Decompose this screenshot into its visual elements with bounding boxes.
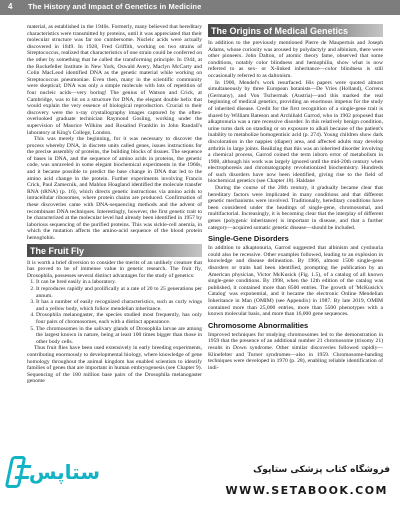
paragraph: It is worth a brief diversion to consider the merits of an unlikely creature that has proved to be of immense value in genetic research. The fruit fly, Drosophila, possesses several distinct advantages for the study of genetics: (27, 259, 202, 279)
list-item: 3. It has a number of easily recognized characteristics, such as curly wings and a yellow body, which follow mendelian inheritance. (36, 299, 202, 312)
paragraph: In addition to the previously mentioned Pierre de Maupertuis and Joseph Adams, whose curiosity was aroused by polydactyly and albinism, there were other pioneers. John Dalton, of atomic theory fame, observed that some conditions, notably color blindness and hemophilia, show what is now referred to as sex- or X-linked inheritance—color blindness is still occasionally referred to as daltonism. (208, 40, 383, 79)
subheading-chromosome: Chromosome Abnormalities (208, 320, 309, 330)
watermark-logo (8, 452, 100, 492)
paragraph: This was merely the beginning, for it was necessary to discover the process whereby DNA, in discrete units called genes, issues instructions for the precise assembly of proteins, the building blocks of tissues. The sequence of bases in DNA, and the sequence of amino acids in proteins, the genetic code, was unraveled in some elegant biochemical experiments in the 1960s, and it became possible to predict the base change in DNA that led to the amino acid change in the protein. Further experiments involving Francis Crick, Paul Zamecnik, and Mahlon Hoagland identified the molecule transfer RNA (tRNA) (p. 16), which directs genetic instructions via amino acids to intracellular ribosomes, where protein chains are produced. Confirmation of these discoveries came with DNA-sequencing methods and the advent of recombinant DNA techniques. Interestingly, however, the first genetic trait to be characterized at the molecular level had already been identified in 1957 by laborious sequencing of the purified proteins. This was sickle-cell anemia, in which the mutation affects the amino-acid sequence of the blood protein hemoglobin. (27, 136, 202, 241)
paragraph: Thus fruit flies have been used extensively in early breeding experiments, contributing enormously to developmental biology, where knowledge of gene homology throughout the animal kingdom has enabled scientists to identify families of genes that are important in human embryogenesis (see Chapter 9). Sequencing of the 180 million base pairs of the Drosophila melanogaster genome (27, 345, 202, 385)
page-header (0, 0, 400, 15)
paragraph: During the course of the 20th century, it gradually became clear that hereditary factors were implicated in many conditions and that different genetic mechanisms were involved. Traditionally, hereditary conditions have been considered under the headings of single-gene, chromosomal, and multifactorial. Increasingly, it is becoming clear that the interplay of different genes (polygenic inheritance) is important in disease, and that a further category—acquired somatic genetic disease—should be included. (208, 185, 383, 231)
watermark-url[interactable]: WWW.SETABOOK.COM (225, 484, 388, 497)
paragraph: In 1900, Mendel's work resurfaced. His papers were quoted almost simultaneously by three European botanists—De Vries (Holland), Correns (Germany), and Von Tschermak (Austria)—and this marked the real beginning of medical genetics, providing an enormous impetus for the study of inherited disease. Credit for the first recognition of a single-gene trait is shared by William Bateson and Archibald Garrod, who in 1902 proposed that alkaptonuria was a rare recessive disorder. In this relatively benign condition, urine turns dark on standing or on exposure to alkali because of the patient's inability to metabolize homogentisic acid (p. 274). Young children show dark discoloration in the nappies (diaper) area, and affected adults may develop arthritis in large joints. Realizing that this was an inherited disorder involving a chemical process, Garrod coined the term inborn error of metabolism in 1908, although his work was largely ignored until the mid-20th century when electrophoresis and chromatography revolutionized biochemistry. Hundreds of such disorders have now been identified, giving rise to the field of biochemical genetics (see Chapter 18). Haldane (208, 79, 383, 185)
section-heading-origins: The Origins of Medical Genetics (208, 24, 383, 37)
list-item: 2. It reproduces rapidly and prolifically at a rate of 20 to 25 generations per annum. (36, 286, 202, 299)
page-number: 4 (8, 2, 13, 11)
subheading-single-gene: Single-Gene Disorders (208, 234, 289, 244)
list-item: 5. The chromosomes in the salivary glands of Drosophila larvae are among the largest known in nature, being at least 100 times bigger than those in other body cells. (36, 326, 202, 346)
list-item: 1. It can be bred easily in a laboratory. (36, 279, 202, 286)
advantages-list (27, 279, 202, 345)
watermark-logo-text: ستاپس (28, 460, 100, 484)
logo-mark-icon (5, 456, 27, 488)
section-heading-fruit-fly: The Fruit Fly (27, 244, 202, 257)
list-item: 4. Drosophila melanogaster, the species studied most frequently, has only four pairs of chromosomes, each with a distinct appearance. (36, 312, 202, 325)
chapter-title: The History and Impact of Genetics in Medicine (28, 2, 202, 11)
paragraph: material, as established in the 1940s. Formerly, many believed that hereditary characteristics were transmitted by proteins, until it was appreciated that their molecular structure was far too cumbersome. Nucleic acids were actually discovered in 1849. In 1928, Fred Griffith, working on two strains of Streptococcus, realized that characteristics of one strain could be conferred on the other by something that he called the transforming principle. In 1944, at the Rockefeller Institute in New York, Oswald Avery, Maclyn McCarty and Colin MacLeod identified DNA as the genetic material while working on Streptococcus pneumoniae. Even then, many in the scientific community were skeptical; DNA was only a simple molecule with lots of repetition of four nucleic acids—very boring! The genius of Watson and Crick, at Cambridge, was to hit on a structure for DNA, the elegant double helix that would explain the very essence of biological reproduction. Crucial to their discovery were the x-ray crystallography images captured by the often-overlooked graduate technician Raymond Gosling, working under the supervision of Maurice Wilkins and Rosalind Franklin in John Randall's laboratory at King's College, London. (27, 24, 202, 136)
paragraph: Improved techniques for studying chromosomes led to the demonstration in 1959 that the presence of an additional number 21 chromosome (trisomy 21) results in Down syndrome. Other similar discoveries followed rapidly—Klinefelter and Turner syndromes—also in 1959. Chromosome-banding techniques were developed in 1970 (p. 28), enabling reliable identification of indi- (208, 331, 383, 371)
paragraph: In addition to alkaptonuria, Garrod suggested that albinism and cystinuria could also be recessive. Other examples followed, leading to an explosion in knowledge and disease delineation. By 1966, almost 1500 single-gene disorders or traits had been identified, prompting the publication by an American physician, Victor McKusick (Fig. 1.5), of a catalog of all known single-gene conditions. By 1998, when the 12th edition of the catalog was published, it contained more than 8500 entries. The growth of 'McKusick's Catalog' was exponential, and it became the electronic Online Mendelian Inheritance in Man (OMIM) (see Appendix) in 1987. By late 2019, OMIM contained more than 25,000 entries, more than 5500 phenotypes with a known molecular basis, and more than 16,000 gene sequences. (208, 245, 383, 318)
left-column (27, 24, 202, 385)
watermark-store-name: فروشگاه کتاب پزشکی ستاپوک (253, 465, 390, 475)
right-column (208, 24, 383, 371)
